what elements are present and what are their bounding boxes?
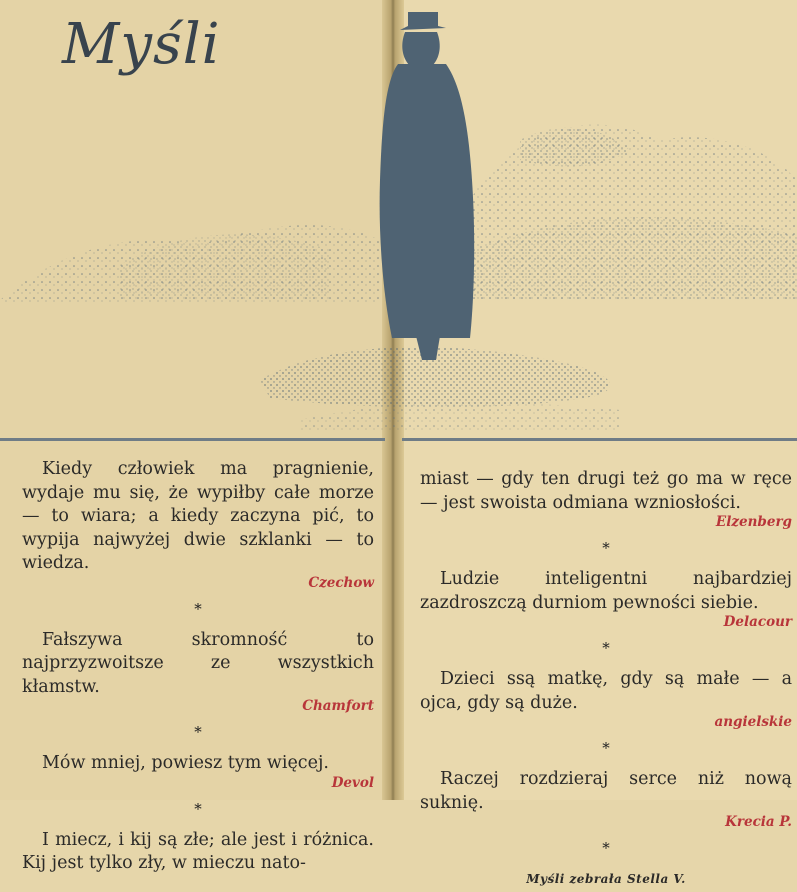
quote-author: Delacour (723, 614, 792, 630)
page-title: Myśli (62, 12, 221, 77)
quote-text: I miecz, i kij są złe; ale jest i różnica. Kij jest tylko zły, w mieczu nato- (22, 829, 374, 873)
quote-text: miast — gdy ten drugi też go ma w ręce — jest swoista odmiana wzniosłości. (420, 469, 792, 513)
separator-star: * (602, 839, 610, 857)
quote-text: Mów mniej, powiesz tym więcej. (42, 753, 329, 773)
quote-author: Krecia P. (725, 814, 792, 830)
quote-author: Devol (331, 774, 374, 791)
quote-text: Kiedy człowiek ma pragnienie, wydaje mu się, że wypiłby całe morze — to wiara; a kiedy zaczyna pić, to wypija najwyżej dwie szklanki — to wiedza. (22, 459, 374, 573)
quote-author: angielskie (714, 714, 792, 730)
separator-star: * (602, 739, 610, 757)
quote-author: Czechow (308, 574, 374, 591)
section-divider-right (402, 438, 797, 441)
separator-star: * (194, 799, 202, 818)
separator-star: * (602, 539, 610, 557)
man-figure (380, 12, 475, 360)
quote-author: Elzenberg (715, 514, 792, 530)
right-column (420, 468, 792, 892)
collector-credit: Myśli zebrała Stella V. (526, 872, 686, 886)
section-divider-left (0, 438, 385, 441)
separator-star: * (194, 723, 202, 741)
stippled-shadow (260, 347, 620, 432)
separator-star: * (194, 599, 202, 618)
quote-text: Fałszywa skromność to najprzyzwoitsze ze wszystkich kłamstw. (22, 629, 374, 697)
quote-author: Chamfort (302, 698, 374, 714)
quote-text: Raczej rozdzieraj serce niż nową suknię. (420, 769, 792, 813)
quote-text: Ludzie inteligentni najbardziej zazdroszczą durniom pewności siebie. (420, 569, 792, 613)
left-column (22, 458, 374, 876)
quote-text: Dzieci ssą matkę, gdy są małe — a ojca, gdy są duże. (420, 669, 792, 713)
separator-star: * (602, 639, 610, 657)
